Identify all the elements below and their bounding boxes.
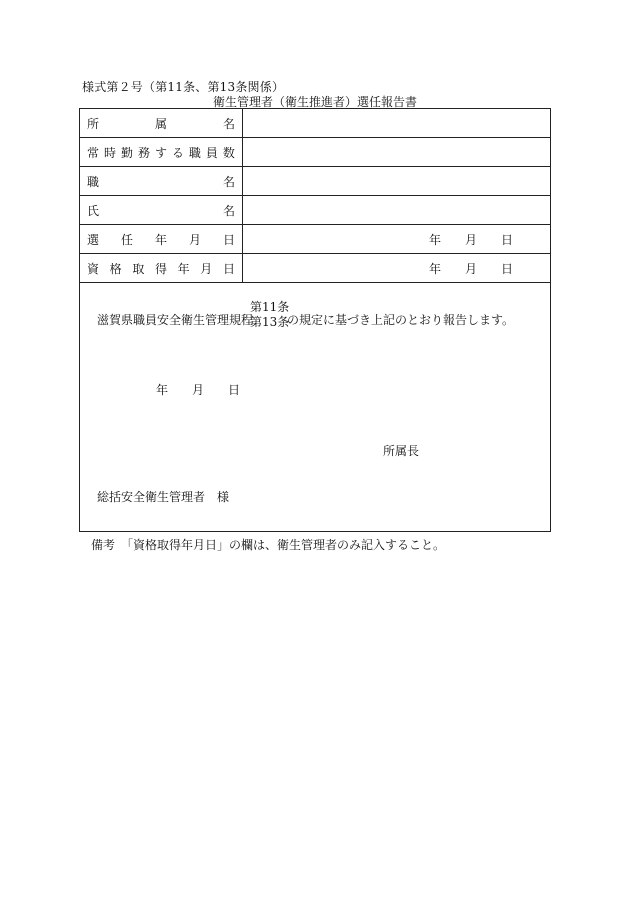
label-appointment-date: 選 任 年 月 日: [80, 225, 243, 253]
remarks-note: 備考 「資格取得年月日」の欄は、衛生管理者のみ記入すること。: [91, 538, 446, 552]
label-department: 所 属 名: [80, 109, 243, 137]
label-qualification-date: 資 格 取 得 年 月 日: [80, 254, 243, 282]
report-date-month: 月: [192, 383, 205, 397]
addressee: 総括安全衛生管理者 様: [97, 490, 230, 504]
report-text-before: 滋賀県職員安全衛生管理規程: [97, 313, 254, 327]
label-job-title: 職 名: [80, 167, 243, 195]
report-date-year: 年: [156, 383, 169, 397]
article-b: 第13条: [250, 315, 290, 329]
label-name: 氏 名: [80, 196, 243, 224]
article-stack: [250, 300, 289, 330]
row-qualification-date: 資 格 取 得 年 月 日 年 月 日: [80, 254, 550, 283]
report-text-after: の規定に基づき上記のとおり報告します。: [287, 313, 515, 327]
form-number: 様式第２号（第11条、第13条関係）: [82, 80, 285, 94]
row-staff-count: [80, 138, 550, 167]
report-date-day: 日: [228, 383, 241, 397]
row-name: [80, 196, 550, 225]
article-a: 第11条: [250, 300, 290, 314]
row-department: [80, 109, 550, 138]
row-appointment-date: 選 任 年 月 日 年 月 日: [80, 225, 550, 254]
row-job-title: [80, 167, 550, 196]
label-staff-count: 常 時 勤 務 す る 職 員 数: [80, 138, 243, 166]
form-title: 衛生管理者（衛生推進者）選任報告書: [212, 95, 417, 109]
department-head-label: 所属長: [383, 444, 420, 458]
